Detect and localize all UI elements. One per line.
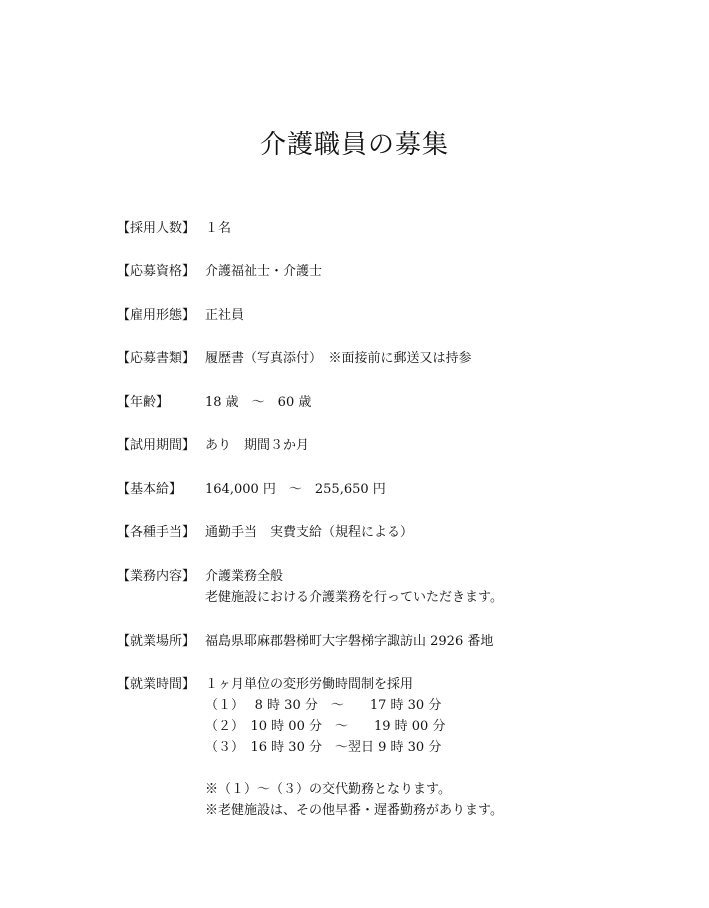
field-value-line: 老健施設における介護業務を行っていただきます。 bbox=[205, 590, 503, 605]
field-value bbox=[205, 631, 493, 652]
field-value-line: 履歴書（写真添付） ※面接前に郵送又は持参 bbox=[205, 351, 472, 366]
field-value bbox=[205, 218, 231, 239]
shift-2-line: （２） 10 時 00 分 ～ 19 時 00 分 bbox=[205, 719, 446, 734]
field-value-line: あり 期間３か月 bbox=[205, 438, 310, 453]
note-line: ※老健施設は、その他早番・遅番勤務があります。 bbox=[205, 803, 503, 818]
field-value bbox=[205, 566, 503, 608]
shift-3-line: （３） 16 時 30 分 ～翌日 9 時 30 分 bbox=[205, 740, 442, 755]
blank-line bbox=[205, 758, 503, 779]
field-value bbox=[205, 674, 503, 821]
field-label: 【試用期間】 bbox=[117, 438, 196, 453]
field-label: 【応募資格】 bbox=[117, 264, 196, 279]
field-value-line: １名 bbox=[205, 221, 232, 236]
field-label: 【年齢】 bbox=[117, 395, 170, 410]
field-value bbox=[205, 479, 386, 500]
field-label: 【雇用形態】 bbox=[117, 308, 196, 323]
field-label: 【応募書類】 bbox=[117, 351, 196, 366]
shift-1-line: （１） 8 時 30 分 ～ 17 時 30 分 bbox=[205, 698, 442, 713]
field-value-line: 164,000 円 ～ 255,650 円 bbox=[205, 482, 386, 497]
field-value bbox=[205, 348, 472, 369]
field-value bbox=[205, 261, 322, 282]
field-label: 【就業時間】 bbox=[117, 677, 196, 692]
field-value bbox=[205, 522, 413, 543]
field-value bbox=[205, 392, 311, 413]
field-value-line: 介護福祉士・介護士 bbox=[205, 264, 323, 279]
field-label: 【業務内容】 bbox=[117, 569, 196, 584]
field-value-line: 福島県耶麻郡磐梯町大字磐梯字諏訪山 2926 番地 bbox=[205, 634, 494, 649]
page-title: 介護職員の募集 bbox=[259, 130, 449, 160]
field-label: 【各種手当】 bbox=[117, 525, 196, 540]
field-value-line: １ヶ月単位の変形労働時間制を採用 bbox=[205, 677, 414, 692]
note-line: ※（１）～（３）の交代勤務となります。 bbox=[205, 782, 451, 797]
field-value-line: 通勤手当 実費支給（規程による） bbox=[205, 525, 414, 540]
field-value-line: 18 歳 ～ 60 歳 bbox=[205, 395, 312, 410]
field-value bbox=[205, 305, 244, 326]
field-label: 【就業場所】 bbox=[117, 634, 196, 649]
field-label: 【基本給】 bbox=[117, 482, 183, 497]
field-value-line: 介護業務全般 bbox=[205, 569, 284, 584]
field-label: 【採用人数】 bbox=[117, 221, 196, 236]
field-value bbox=[205, 435, 309, 456]
field-value-line: 正社員 bbox=[205, 308, 245, 323]
